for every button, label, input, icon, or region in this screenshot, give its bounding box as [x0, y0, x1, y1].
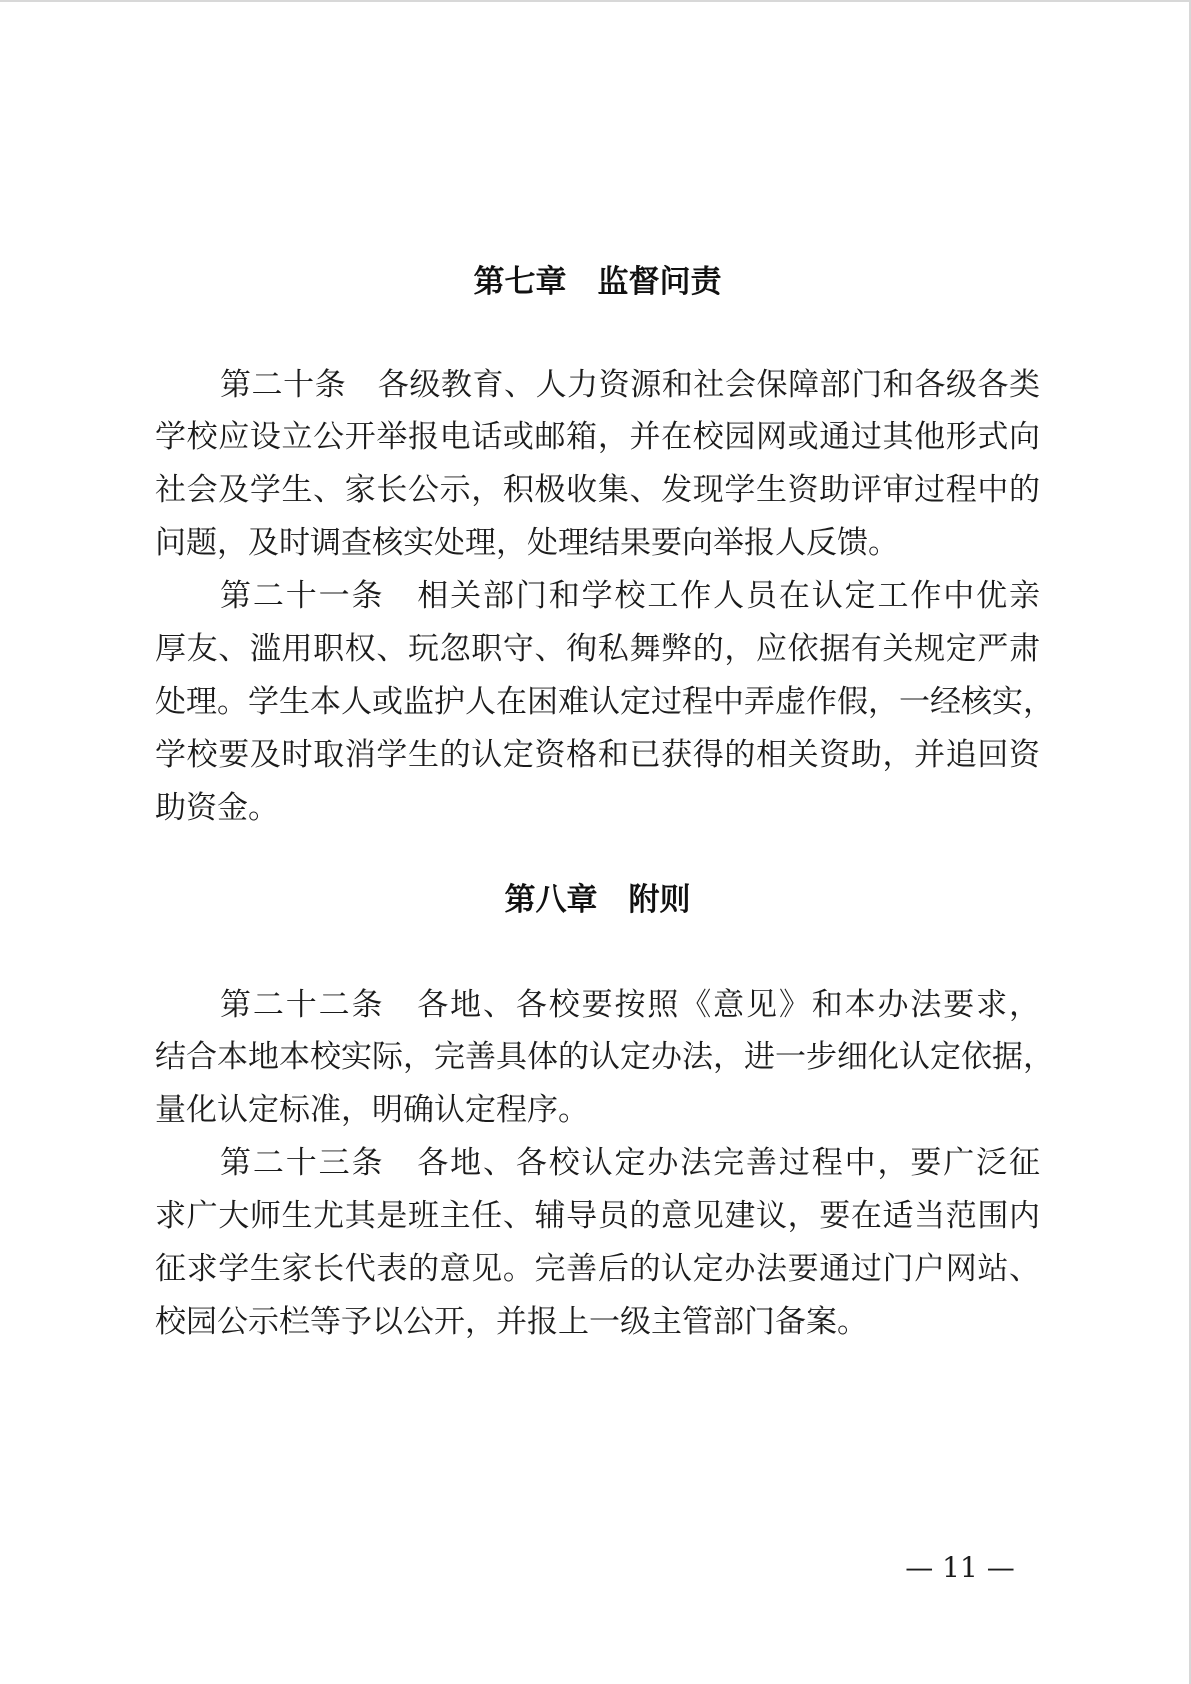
article-22-line-3: 量化认定标准，明确认定程序。	[155, 1092, 589, 1128]
article-21-line-5: 助资金。	[155, 790, 279, 826]
chapter-8-title: 第八章 附则	[504, 882, 691, 918]
article-23-line-3: 征求学生家长代表的意见。完善后的认定办法要通过门户网站、	[155, 1251, 1040, 1287]
article-21-line-1: 第二十一条 相关部门和学校工作人员在认定工作中优亲	[220, 578, 1040, 614]
article-20-line-2: 学校应设立公开举报电话或邮箱，并在校园网或通过其他形式向	[155, 419, 1040, 455]
article-20-line-4: 问题，及时调查核实处理，处理结果要向举报人反馈。	[155, 525, 899, 561]
article-20-line-1: 第二十条 各级教育、人力资源和社会保障部门和各级各类	[220, 367, 1040, 403]
page-number: — 11 —	[905, 1551, 1015, 1584]
article-21-line-2: 厚友、滥用职权、玩忽职守、徇私舞弊的，应依据有关规定严肃	[155, 631, 1040, 667]
article-23-line-4: 校园公示栏等予以公开，并报上一级主管部门备案。	[155, 1304, 868, 1340]
article-21-line-3: 处理。学生本人或监护人在困难认定过程中弄虚作假，一经核实，	[155, 684, 1054, 720]
article-23-line-1: 第二十三条 各地、各校认定办法完善过程中，要广泛征	[220, 1145, 1040, 1181]
article-22-line-1: 第二十二条 各地、各校要按照《意见》和本办法要求，	[220, 987, 1040, 1023]
article-21-line-4: 学校要及时取消学生的认定资格和已获得的相关资助，并追回资	[155, 737, 1040, 773]
article-20-line-3: 社会及学生、家长公示，积极收集、发现学生资助评审过程中的	[155, 472, 1040, 508]
article-23-line-2: 求广大师生尤其是班主任、辅导员的意见建议，要在适当范围内	[155, 1198, 1040, 1234]
page-top-border	[0, 0, 1191, 2]
article-22-line-2: 结合本地本校实际，完善具体的认定办法，进一步细化认定依据，	[155, 1039, 1054, 1075]
chapter-7-title: 第七章 监督问责	[473, 264, 722, 300]
